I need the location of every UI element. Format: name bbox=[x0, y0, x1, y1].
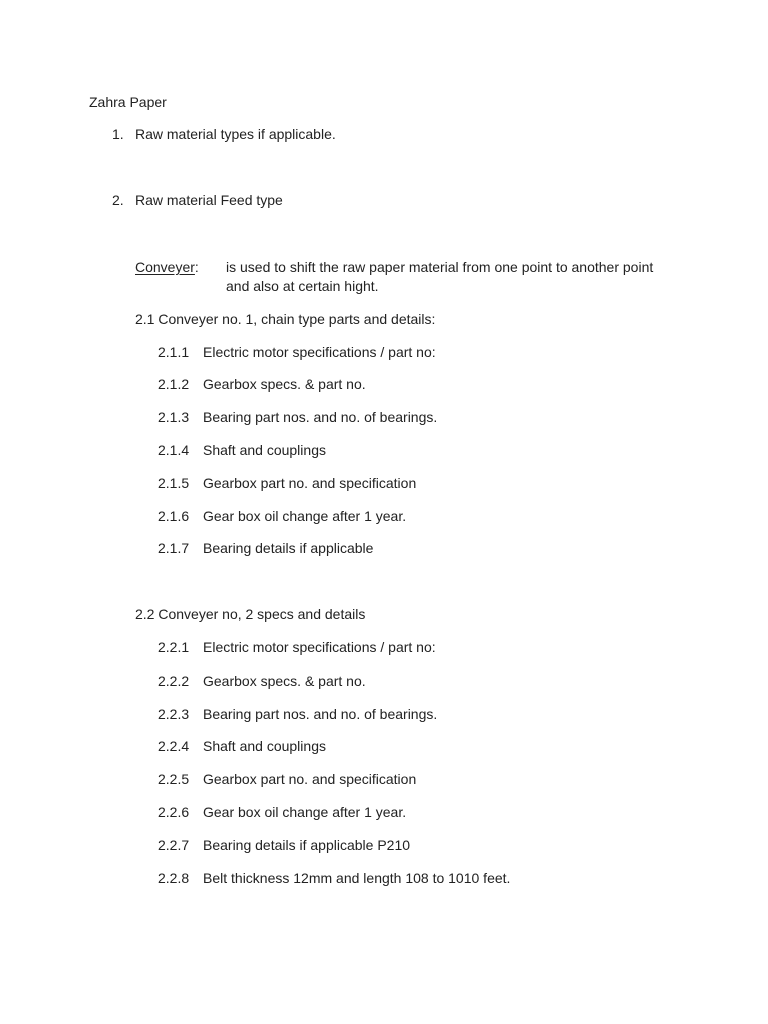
sub-item-number: 2.2.1 bbox=[158, 639, 190, 655]
sub-item-text: Gearbox part no. and specification bbox=[203, 771, 417, 787]
sub-item-number: 2.1.7 bbox=[158, 540, 190, 556]
sub-item-number: 2.1.2 bbox=[158, 376, 190, 392]
sub-item-number: 2.1.3 bbox=[158, 409, 190, 425]
sub-item-number: 2.2.2 bbox=[158, 673, 190, 689]
sub-item-text: Electric motor specifications / part no: bbox=[203, 639, 436, 655]
conveyer-term-colon: : bbox=[194, 259, 199, 275]
section-2-2-heading: 2.2 Conveyer no, 2 specs and details bbox=[135, 606, 366, 622]
sub-item-text: Bearing part nos. and no. of bearings. bbox=[203, 409, 438, 425]
sub-item-text: Bearing details if applicable P210 bbox=[203, 837, 411, 853]
sub-item-number: 2.2.4 bbox=[158, 738, 190, 754]
conveyer-definition-line-2: and also at certain hight. bbox=[226, 278, 379, 294]
sub-item-number: 2.2.6 bbox=[158, 804, 190, 820]
sub-item-text: Gearbox part no. and specification bbox=[203, 475, 417, 491]
sub-item-number: 2.2.8 bbox=[158, 870, 190, 886]
section-2-1-heading: 2.1 Conveyer no. 1, chain type parts and details: bbox=[135, 311, 436, 327]
sub-item-text: Gear box oil change after 1 year. bbox=[203, 804, 407, 820]
sub-item-number: 2.1.1 bbox=[158, 344, 190, 360]
conveyer-term bbox=[135, 258, 199, 276]
sub-item-number: 2.2.7 bbox=[158, 837, 190, 853]
list-item-number: 2. bbox=[112, 192, 124, 208]
conveyer-definition-line-1: is used to shift the raw paper material from one point to another point bbox=[226, 259, 654, 275]
document-title: Zahra Paper bbox=[89, 94, 167, 110]
sub-item-text: Gearbox specs. & part no. bbox=[203, 673, 366, 689]
list-item-number: 1. bbox=[112, 126, 124, 142]
sub-item-text: Bearing part nos. and no. of bearings. bbox=[203, 706, 438, 722]
list-item-text: Raw material types if applicable. bbox=[135, 126, 336, 142]
sub-item-number: 2.1.6 bbox=[158, 508, 190, 524]
sub-item-number: 2.1.5 bbox=[158, 475, 190, 491]
sub-item-number: 2.2.5 bbox=[158, 771, 190, 787]
sub-item-text: Shaft and couplings bbox=[203, 738, 326, 754]
sub-item-number: 2.1.4 bbox=[158, 442, 190, 458]
sub-item-text: Gearbox specs. & part no. bbox=[203, 376, 366, 392]
sub-item-text: Shaft and couplings bbox=[203, 442, 326, 458]
list-item-text: Raw material Feed type bbox=[135, 192, 283, 208]
conveyer-term-word: Conveyer bbox=[135, 259, 195, 275]
sub-item-text: Bearing details if applicable bbox=[203, 540, 374, 556]
sub-item-text: Belt thickness 12mm and length 108 to 1010 feet. bbox=[203, 870, 511, 886]
sub-item-text: Electric motor specifications / part no: bbox=[203, 344, 436, 360]
sub-item-number: 2.2.3 bbox=[158, 706, 190, 722]
sub-item-text: Gear box oil change after 1 year. bbox=[203, 508, 407, 524]
